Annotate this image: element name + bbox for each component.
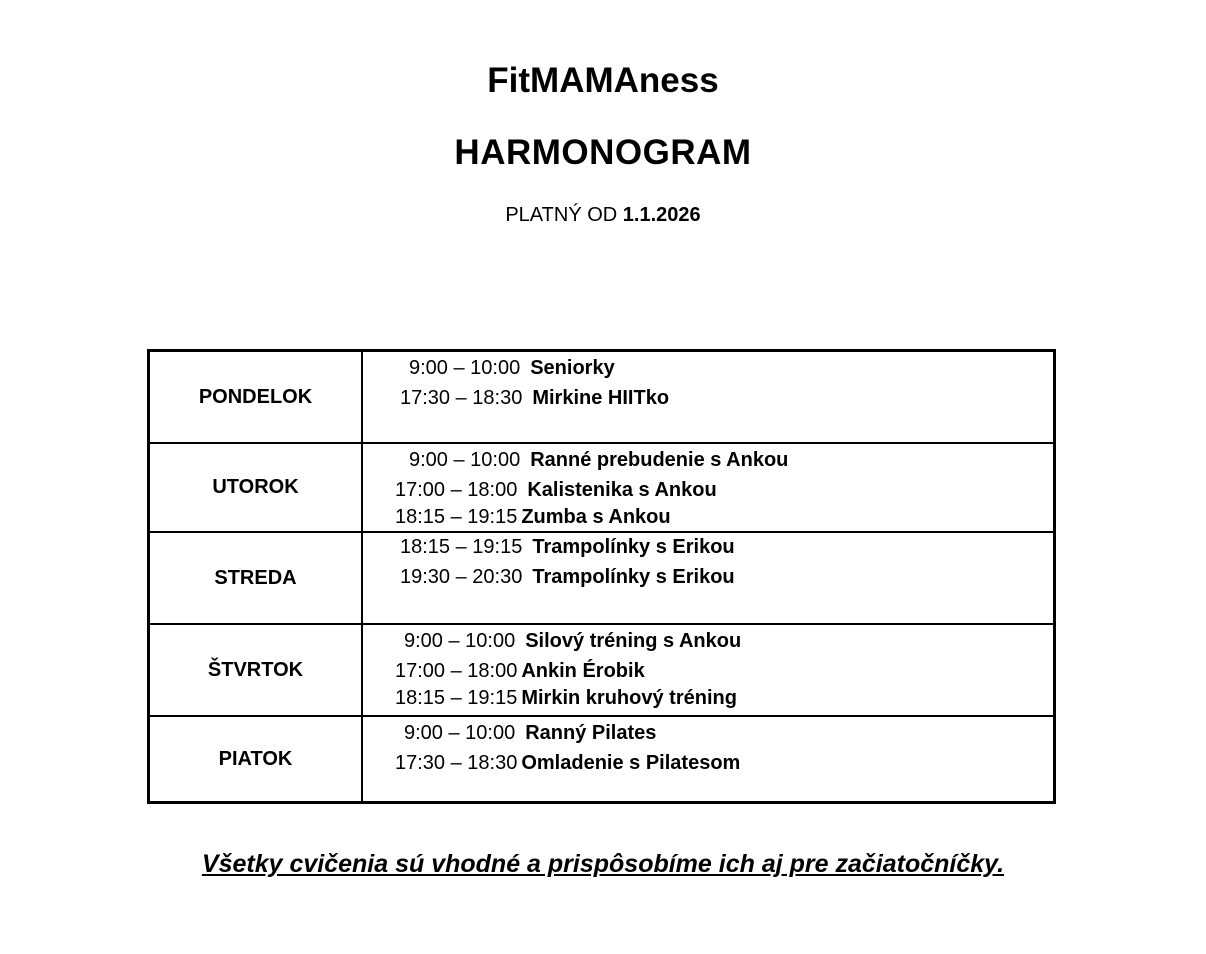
session-time: 18:15 – 19:15 [395, 687, 518, 709]
schedule-body [149, 351, 1055, 803]
sessions-list [363, 444, 1053, 531]
day-cell: PONDELOK [149, 351, 363, 444]
session-activity: Mirkin kruhový tréning [521, 687, 737, 709]
sessions-list [363, 717, 1053, 801]
valid-from-label: PLATNÝ OD [505, 204, 618, 226]
session-item [400, 535, 735, 565]
sessions-cell [362, 624, 1055, 716]
session-time: 17:30 – 18:30 [400, 387, 523, 409]
session-item [400, 565, 735, 595]
day-cell: UTOROK [149, 443, 363, 532]
session-activity: Seniorky [530, 357, 615, 379]
session-item [404, 721, 656, 751]
session-time: 9:00 – 10:00 [409, 449, 521, 471]
session-activity: Ranný Pilates [525, 722, 657, 744]
session-time: 18:15 – 19:15 [395, 506, 518, 528]
day-cell: ŠTVRTOK [149, 624, 363, 716]
session-item [395, 659, 645, 689]
session-item [395, 686, 737, 716]
session-time: 17:00 – 18:00 [395, 660, 518, 682]
session-item [409, 448, 788, 478]
day-cell: PIATOK [149, 716, 363, 803]
valid-from-line [0, 203, 1206, 227]
session-time: 19:30 – 20:30 [400, 566, 523, 588]
session-time: 9:00 – 10:00 [404, 630, 516, 652]
session-activity: Zumba s Ankou [521, 506, 671, 528]
schedule-row [149, 443, 1055, 532]
session-item [404, 629, 741, 659]
session-time: 9:00 – 10:00 [409, 357, 521, 379]
session-activity: Silový tréning s Ankou [525, 630, 742, 652]
session-time: 9:00 – 10:00 [404, 722, 516, 744]
schedule-row [149, 624, 1055, 716]
sessions-cell [362, 351, 1055, 444]
valid-from-date: 1.1.2026 [622, 204, 701, 226]
page-subtitle: HARMONOGRAM [454, 133, 752, 172]
session-activity: Kalistenika s Ankou [527, 479, 717, 501]
session-time: 17:30 – 18:30 [395, 752, 518, 774]
session-activity: Omladenie s Pilatesom [521, 752, 741, 774]
sessions-cell [362, 716, 1055, 803]
schedule-row [149, 351, 1055, 444]
sessions-list [363, 625, 1053, 715]
session-item [400, 386, 669, 416]
sessions-list [363, 533, 1053, 623]
session-time: 18:15 – 19:15 [400, 536, 523, 558]
session-activity: Trampolínky s Erikou [532, 536, 735, 558]
sessions-cell [362, 443, 1055, 532]
schedule-row [149, 532, 1055, 624]
session-item [409, 356, 615, 386]
session-activity: Trampolínky s Erikou [532, 566, 735, 588]
page-title: FitMAMAness [487, 61, 719, 100]
session-activity: Ranné prebudenie s Ankou [530, 449, 789, 471]
sessions-list [363, 352, 1053, 442]
schedule-table [147, 349, 1056, 804]
sessions-cell [362, 532, 1055, 624]
session-activity: Mirkine HIITko [532, 387, 670, 409]
schedule-row [149, 716, 1055, 803]
session-item [395, 751, 740, 781]
session-item [395, 478, 717, 508]
session-item [395, 505, 671, 535]
session-time: 17:00 – 18:00 [395, 479, 518, 501]
session-activity: Ankin Érobik [521, 660, 645, 682]
day-cell: STREDA [149, 532, 363, 624]
footnote: Všetky cvičenia sú vhodné a prispôsobíme ich aj pre začiatočníčky. [201, 850, 1005, 878]
